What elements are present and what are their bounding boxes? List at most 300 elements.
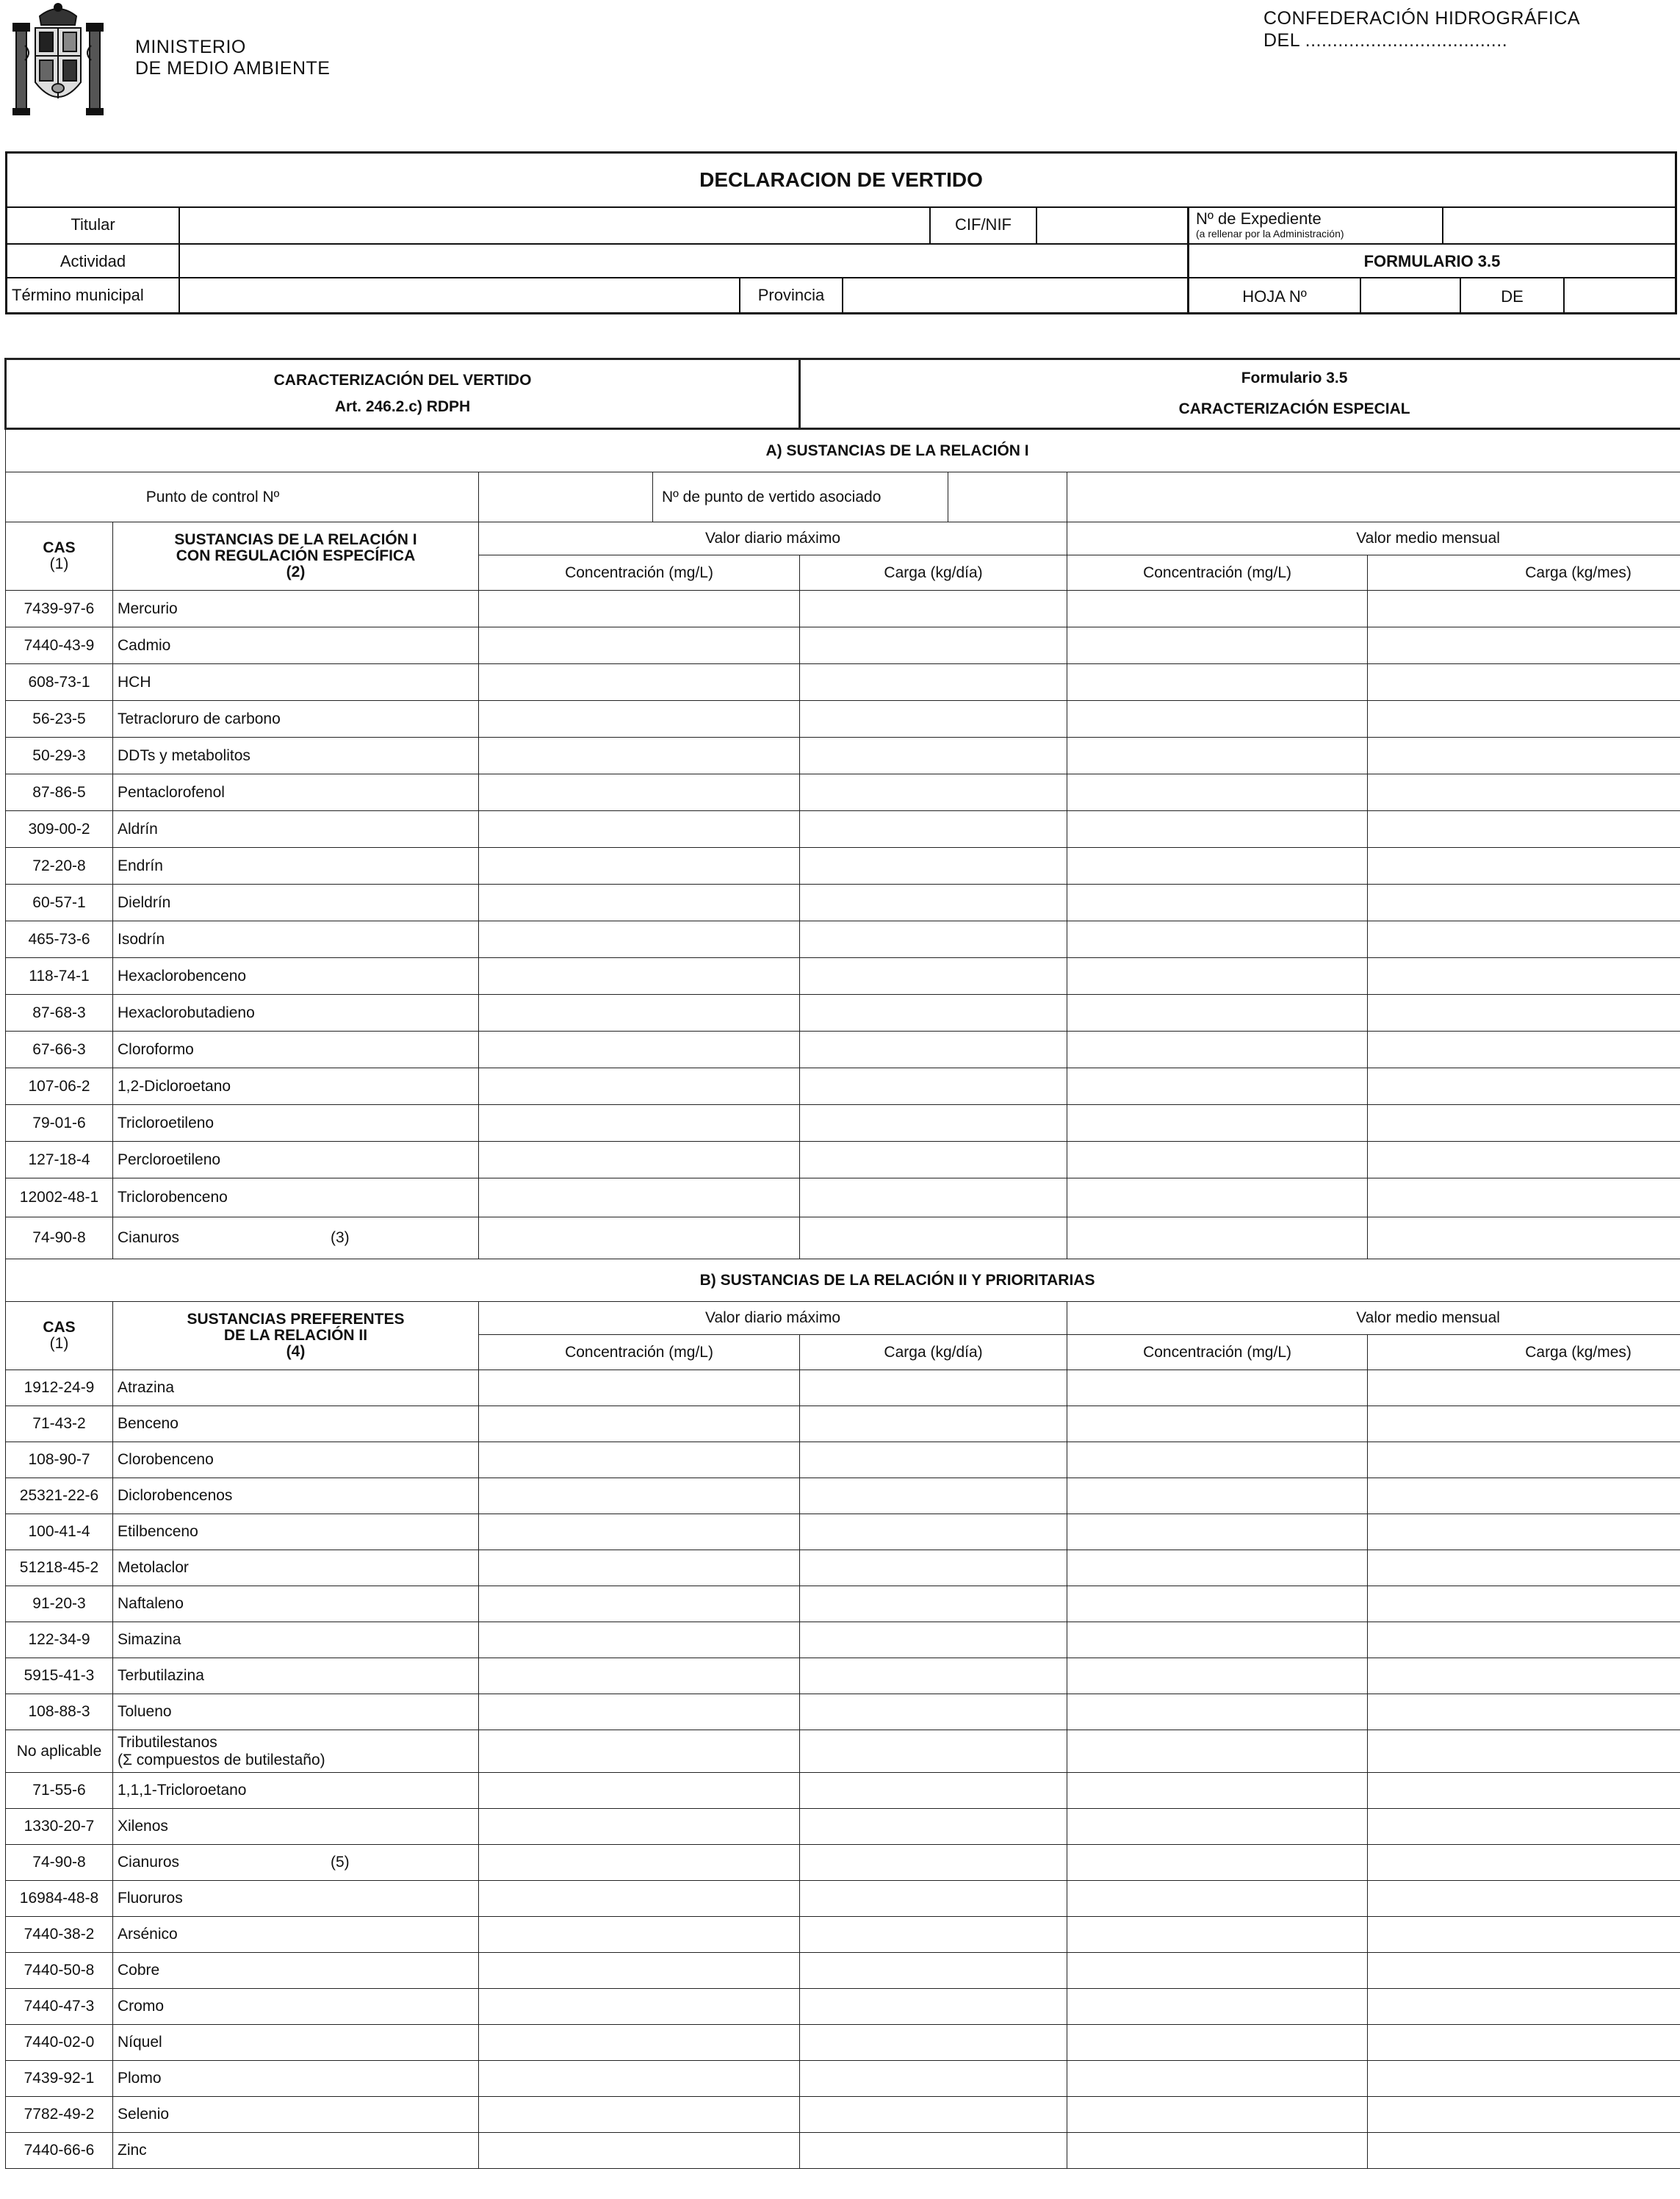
cas-number: 7440-50-8 (6, 1953, 113, 1989)
carga-dia-cell[interactable] (800, 774, 1067, 811)
conc-mensual-cell[interactable] (1067, 848, 1368, 885)
titular-label: Titular (71, 215, 115, 234)
conc-mensual-cell[interactable] (1067, 664, 1368, 701)
substance-name (113, 1032, 479, 1068)
conc-diario-cell[interactable] (479, 1217, 800, 1259)
conc-mensual-cell[interactable] (1067, 591, 1368, 627)
termino-label: Término municipal (12, 286, 144, 304)
substance-name-text: Diclorobencenos (118, 1487, 233, 1504)
conc-mensual-cell[interactable] (1067, 1586, 1368, 1622)
substance-name (113, 1142, 479, 1178)
conc-mensual-cell[interactable] (1067, 1442, 1368, 1478)
table-row (6, 811, 1680, 848)
carga-dia-cell[interactable] (800, 1550, 1067, 1586)
cas-number: 72-20-8 (6, 848, 113, 885)
section-b-cas-label: CAS (43, 1319, 76, 1336)
punto-control-text: Punto de control Nº (145, 488, 280, 505)
substance-note: (3) (331, 1229, 350, 1246)
substance-name-text: Tricloroetileno (118, 1114, 214, 1131)
conc-diario-cell[interactable] (479, 921, 800, 958)
conc-diario-cell[interactable] (479, 1658, 800, 1694)
cas-number: 7439-92-1 (6, 2061, 113, 2097)
carga-dia-cell[interactable] (800, 885, 1067, 921)
substance-name-text: Cobre (118, 1962, 160, 1979)
conc-diario-cell[interactable] (479, 1953, 800, 1989)
cas-number: 107-06-2 (6, 1068, 113, 1105)
formulario-title-line-1: Formulario 3.5 (1241, 370, 1348, 386)
substance-name-text: Hexaclorobutadieno (118, 1004, 255, 1021)
substance-name-text: Zinc (118, 2142, 147, 2159)
conc-mensual-cell[interactable] (1067, 1142, 1368, 1178)
substance-name-text: Fluoruros (118, 1890, 183, 1907)
carga-dia-cell[interactable] (800, 701, 1067, 738)
conc-mensual-cell[interactable] (1067, 958, 1368, 995)
conc-diario-cell[interactable] (479, 1105, 800, 1142)
cas-number: 7440-38-2 (6, 1917, 113, 1953)
conc-mensual-cell[interactable] (1067, 1178, 1368, 1217)
carga-mes-cell[interactable] (1368, 1514, 1680, 1550)
substance-name (113, 774, 479, 811)
carga-mes-cell[interactable] (1368, 1953, 1680, 1989)
conc-diario-cell[interactable] (479, 811, 800, 848)
carga-mes-cell[interactable] (1368, 1730, 1680, 1773)
carga-dia-cell[interactable] (800, 1105, 1067, 1142)
carga-mes-cell[interactable] (1368, 1881, 1680, 1917)
carga-dia-cell[interactable] (800, 848, 1067, 885)
carga-dia-cell[interactable] (800, 1586, 1067, 1622)
carga-dia-cell[interactable] (800, 2133, 1067, 2169)
table-row (6, 1478, 1680, 1514)
provincia-label: Provincia (757, 286, 825, 304)
conc-diario-cell[interactable] (479, 2133, 800, 2169)
table-row (6, 1989, 1680, 2025)
section-a-conc-diario-header: Concentración (mg/L) (479, 555, 800, 591)
table-row (6, 1032, 1680, 1068)
formulario-label: FORMULARIO 3.5 (1363, 252, 1501, 270)
substance-name-text: Níquel (118, 2034, 162, 2051)
cas-number: 608-73-1 (6, 664, 113, 701)
substance-name (113, 2025, 479, 2061)
table-row (6, 1217, 1680, 1259)
expediente-label: Nº de Expediente (1196, 209, 1322, 228)
cif-nif-field[interactable] (1037, 208, 1186, 243)
substance-name (113, 701, 479, 738)
carga-dia-cell[interactable] (800, 1730, 1067, 1773)
conc-diario-cell[interactable] (479, 1730, 800, 1773)
table-row (6, 1809, 1680, 1845)
conc-diario-cell[interactable] (479, 2061, 800, 2097)
table-row (6, 2097, 1680, 2133)
conc-mensual-cell[interactable] (1067, 774, 1368, 811)
cas-number: 56-23-5 (6, 701, 113, 738)
conc-diario-cell[interactable] (479, 738, 800, 774)
cas-number: 50-29-3 (6, 738, 113, 774)
punto-vertido-field[interactable] (948, 472, 1067, 522)
table-row (6, 1442, 1680, 1478)
substance-name (113, 1845, 479, 1881)
carga-mes-cell[interactable] (1368, 1773, 1680, 1809)
carga-dia-cell[interactable] (800, 664, 1067, 701)
conc-mensual-cell[interactable] (1067, 738, 1368, 774)
carga-mes-cell[interactable] (1368, 1809, 1680, 1845)
substance-name-text: Naftaleno (118, 1595, 184, 1612)
table-row (6, 1953, 1680, 1989)
carga-mes-cell[interactable] (1368, 958, 1680, 995)
caracterizacion-title-line-1: CARACTERIZACIÓN DEL VERTIDO (273, 372, 532, 389)
section-b-cas-header (6, 1302, 113, 1370)
carga-dia-cell[interactable] (800, 1989, 1067, 2025)
table-row (6, 701, 1680, 738)
substance-name-text: Percloroetileno (118, 1151, 221, 1168)
substance-name-text: Xilenos (118, 1818, 168, 1835)
cas-number: 74-90-8 (6, 1217, 113, 1259)
carga-mes-cell[interactable] (1368, 701, 1680, 738)
conc-mensual-cell[interactable] (1067, 701, 1368, 738)
carga-dia-cell[interactable] (800, 1370, 1067, 1406)
carga-mes-cell[interactable] (1368, 1989, 1680, 2025)
conc-mensual-cell[interactable] (1067, 1730, 1368, 1773)
conc-diario-cell[interactable] (479, 848, 800, 885)
ministry-line-1: MINISTERIO (135, 37, 246, 57)
punto-row-blank (1067, 472, 1680, 522)
table-row (6, 995, 1680, 1032)
carga-dia-cell[interactable] (800, 811, 1067, 848)
table-row (6, 1845, 1680, 1881)
cas-number: 91-20-3 (6, 1586, 113, 1622)
carga-mes-cell[interactable] (1368, 1178, 1680, 1217)
substance-name (113, 1105, 479, 1142)
section-a-carga-dia-header: Carga (kg/día) (800, 555, 1067, 591)
carga-dia-cell[interactable] (800, 1178, 1067, 1217)
carga-dia-cell[interactable] (800, 1953, 1067, 1989)
substance-name-text: Cloroformo (118, 1040, 194, 1058)
substance-name (113, 627, 479, 664)
table-row (6, 1178, 1680, 1217)
table-row (6, 2133, 1680, 2169)
carga-mes-cell[interactable] (1368, 1370, 1680, 1406)
conc-diario-cell[interactable] (479, 1622, 800, 1658)
carga-dia-cell[interactable] (800, 1068, 1067, 1105)
table-row (6, 774, 1680, 811)
table-row (6, 2025, 1680, 2061)
substance-name (113, 1989, 479, 2025)
table-row (6, 885, 1680, 921)
conc-diario-cell[interactable] (479, 1845, 800, 1881)
carga-dia-cell[interactable] (800, 1622, 1067, 1658)
conc-mensual-cell[interactable] (1067, 1217, 1368, 1259)
conc-diario-cell[interactable] (479, 1370, 800, 1406)
table-row (6, 1622, 1680, 1658)
conc-mensual-cell[interactable] (1067, 1989, 1368, 2025)
carga-mes-cell[interactable] (1368, 627, 1680, 664)
conc-mensual-cell[interactable] (1067, 1550, 1368, 1586)
cas-number: 108-88-3 (6, 1694, 113, 1730)
substance-name-text: Tolueno (118, 1703, 172, 1720)
formulario-title-line-2: CARACTERIZACIÓN ESPECIAL (1178, 400, 1410, 417)
cas-number: 25321-22-6 (6, 1478, 113, 1514)
conc-mensual-cell[interactable] (1067, 627, 1368, 664)
section-b-valor-diario-header: Valor diario máximo (479, 1302, 1067, 1335)
carga-mes-cell[interactable] (1368, 2025, 1680, 2061)
section-a-cas-label: CAS (43, 539, 76, 556)
hoja-field[interactable] (1361, 278, 1460, 312)
table-row (6, 1142, 1680, 1178)
conc-mensual-cell[interactable] (1067, 1881, 1368, 1917)
carga-dia-cell[interactable] (800, 2025, 1067, 2061)
substance-name (113, 848, 479, 885)
table-row (6, 921, 1680, 958)
section-b-substance-line-2: DE LA RELACIÓN II (223, 1327, 368, 1344)
conc-diario-cell[interactable] (479, 1514, 800, 1550)
section-b-carga-mes-header: Carga (kg/mes) (1368, 1335, 1680, 1370)
conc-mensual-cell[interactable] (1067, 1406, 1368, 1442)
table-row (6, 1658, 1680, 1694)
conc-mensual-cell[interactable] (1067, 1658, 1368, 1694)
section-a-cas-note: (1) (49, 555, 69, 572)
carga-mes-cell[interactable] (1368, 1845, 1680, 1881)
carga-dia-cell[interactable] (800, 738, 1067, 774)
carga-dia-cell[interactable] (800, 1845, 1067, 1881)
table-row (6, 1068, 1680, 1105)
substance-name (113, 885, 479, 921)
conc-diario-cell[interactable] (479, 1809, 800, 1845)
substance-name (113, 1514, 479, 1550)
carga-mes-cell[interactable] (1368, 1917, 1680, 1953)
substance-name-text: Mercurio (118, 600, 178, 617)
table-row (6, 1881, 1680, 1917)
cas-number: 71-55-6 (6, 1773, 113, 1809)
carga-dia-cell[interactable] (800, 1217, 1067, 1259)
cas-number: 118-74-1 (6, 958, 113, 995)
conc-mensual-cell[interactable] (1067, 885, 1368, 921)
conc-mensual-cell[interactable] (1067, 1917, 1368, 1953)
carga-mes-cell[interactable] (1368, 1217, 1680, 1259)
conc-mensual-cell[interactable] (1067, 1694, 1368, 1730)
carga-mes-cell[interactable] (1368, 1622, 1680, 1658)
carga-mes-cell[interactable] (1368, 885, 1680, 921)
conc-diario-cell[interactable] (479, 1989, 800, 2025)
substance-name (113, 995, 479, 1032)
conc-mensual-cell[interactable] (1067, 811, 1368, 848)
punto-control-field[interactable] (479, 472, 653, 522)
carga-dia-cell[interactable] (800, 2061, 1067, 2097)
carga-dia-cell[interactable] (800, 1142, 1067, 1178)
substance-name-text: Aldrín (118, 820, 158, 838)
table-row (6, 664, 1680, 701)
substance-name (113, 1917, 479, 1953)
conc-mensual-cell[interactable] (1067, 1370, 1368, 1406)
substance-name-text: Triclorobenceno (118, 1189, 228, 1206)
substance-name-text: Benceno (118, 1415, 179, 1432)
carga-mes-cell[interactable] (1368, 591, 1680, 627)
conc-mensual-cell[interactable] (1067, 1032, 1368, 1068)
carga-mes-cell[interactable] (1368, 995, 1680, 1032)
substance-name-text: Atrazina (118, 1379, 175, 1396)
substance-name-text: Plomo (118, 2070, 162, 2087)
conc-mensual-cell[interactable] (1067, 921, 1368, 958)
substance-name-text: Cadmio (118, 636, 171, 654)
provincia-field[interactable] (843, 278, 1186, 312)
table-row (6, 1105, 1680, 1142)
carga-mes-cell[interactable] (1368, 1694, 1680, 1730)
conc-diario-cell[interactable] (479, 1478, 800, 1514)
carga-dia-cell[interactable] (800, 1809, 1067, 1845)
carga-dia-cell[interactable] (800, 995, 1067, 1032)
conc-mensual-cell[interactable] (1067, 1809, 1368, 1845)
conc-diario-cell[interactable] (479, 1550, 800, 1586)
conc-diario-cell[interactable] (479, 774, 800, 811)
carga-mes-cell[interactable] (1368, 848, 1680, 885)
table-row (6, 1406, 1680, 1442)
carga-mes-cell[interactable] (1368, 1406, 1680, 1442)
cas-number: 74-90-8 (6, 1845, 113, 1881)
actividad-field[interactable] (181, 245, 1186, 277)
conc-diario-cell[interactable] (479, 885, 800, 921)
carga-mes-cell[interactable] (1368, 738, 1680, 774)
carga-mes-cell[interactable] (1368, 1105, 1680, 1142)
caracterizacion-title (6, 359, 800, 429)
conc-mensual-cell[interactable] (1067, 1068, 1368, 1105)
carga-mes-cell[interactable] (1368, 1068, 1680, 1105)
substance-name (113, 2097, 479, 2133)
carga-dia-cell[interactable] (800, 1442, 1067, 1478)
carga-dia-cell[interactable] (800, 1406, 1067, 1442)
table-row (6, 1586, 1680, 1622)
cas-number: 7440-47-3 (6, 1989, 113, 2025)
conc-diario-cell[interactable] (479, 701, 800, 738)
cas-number: 60-57-1 (6, 885, 113, 921)
substance-name (113, 1809, 479, 1845)
carga-mes-cell[interactable] (1368, 1142, 1680, 1178)
caracterizacion-title-line-2: Art. 246.2.c) RDPH (334, 398, 471, 415)
cas-number: 7440-43-9 (6, 627, 113, 664)
conc-diario-cell[interactable] (479, 664, 800, 701)
conc-mensual-cell[interactable] (1067, 1953, 1368, 1989)
conc-mensual-cell[interactable] (1067, 995, 1368, 1032)
carga-mes-cell[interactable] (1368, 811, 1680, 848)
carga-mes-cell[interactable] (1368, 921, 1680, 958)
conc-diario-cell[interactable] (479, 995, 800, 1032)
conc-diario-cell[interactable] (479, 1917, 800, 1953)
substance-name-text: Cromo (118, 1998, 165, 2015)
cas-number: 100-41-4 (6, 1514, 113, 1550)
section-b-substance-line-1: SUSTANCIAS PREFERENTES (187, 1311, 405, 1328)
conc-mensual-cell[interactable] (1067, 2061, 1368, 2097)
carga-dia-cell[interactable] (800, 2097, 1067, 2133)
conc-diario-cell[interactable] (479, 1068, 800, 1105)
substance-name-text: 1,1,1-Tricloroetano (118, 1782, 247, 1799)
ministry-line-2: DE MEDIO AMBIENTE (135, 58, 331, 79)
substance-name (113, 1586, 479, 1622)
conc-diario-cell[interactable] (479, 1694, 800, 1730)
table-row (6, 1694, 1680, 1730)
table-row (6, 1730, 1680, 1773)
carga-mes-cell[interactable] (1368, 1550, 1680, 1586)
conc-mensual-cell[interactable] (1067, 1105, 1368, 1142)
substance-name (113, 738, 479, 774)
conc-diario-cell[interactable] (479, 1142, 800, 1178)
carga-mes-cell[interactable] (1368, 1032, 1680, 1068)
conc-mensual-cell[interactable] (1067, 1622, 1368, 1658)
section-a-substance-note: (2) (286, 564, 306, 580)
conc-mensual-cell[interactable] (1067, 1845, 1368, 1881)
conc-diario-cell[interactable] (479, 1178, 800, 1217)
substance-name (113, 591, 479, 627)
carga-dia-cell[interactable] (800, 1514, 1067, 1550)
carga-mes-cell[interactable] (1368, 1658, 1680, 1694)
conc-mensual-cell[interactable] (1067, 1773, 1368, 1809)
carga-dia-cell[interactable] (800, 1773, 1067, 1809)
conc-diario-cell[interactable] (479, 958, 800, 995)
conc-mensual-cell[interactable] (1067, 2133, 1368, 2169)
conc-mensual-cell[interactable] (1067, 1478, 1368, 1514)
conc-diario-cell[interactable] (479, 1773, 800, 1809)
carga-mes-cell[interactable] (1368, 1442, 1680, 1478)
conc-diario-cell[interactable] (479, 2025, 800, 2061)
conc-diario-cell[interactable] (479, 1586, 800, 1622)
substance-name-text: DDTs y metabolitos (118, 746, 250, 764)
substance-name-text: Simazina (118, 1631, 181, 1648)
carga-mes-cell[interactable] (1368, 2097, 1680, 2133)
conc-diario-cell[interactable] (479, 1032, 800, 1068)
substance-name-text: Arsénico (118, 1926, 178, 1943)
conc-mensual-cell[interactable] (1067, 2097, 1368, 2133)
carga-dia-cell[interactable] (800, 627, 1067, 664)
substance-name-text: Cianuros (118, 1229, 180, 1246)
section-b-conc-mensual-header: Concentración (mg/L) (1067, 1335, 1368, 1370)
substance-name-text: Isodrín (118, 930, 165, 948)
carga-dia-cell[interactable] (800, 958, 1067, 995)
carga-dia-cell[interactable] (800, 1478, 1067, 1514)
carga-dia-cell[interactable] (800, 1658, 1067, 1694)
carga-mes-cell[interactable] (1368, 2061, 1680, 2097)
conc-diario-cell[interactable] (479, 591, 800, 627)
carga-dia-cell[interactable] (800, 1032, 1067, 1068)
carga-dia-cell[interactable] (800, 921, 1067, 958)
carga-mes-cell[interactable] (1368, 1478, 1680, 1514)
carga-dia-cell[interactable] (800, 1917, 1067, 1953)
carga-mes-cell[interactable] (1368, 2133, 1680, 2169)
conc-diario-cell[interactable] (479, 627, 800, 664)
substance-note: (5) (331, 1854, 350, 1871)
carga-dia-cell[interactable] (800, 591, 1067, 627)
expediente-field[interactable] (1443, 208, 1675, 243)
conc-diario-cell[interactable] (479, 1442, 800, 1478)
conc-diario-cell[interactable] (479, 1406, 800, 1442)
cas-number: 79-01-6 (6, 1105, 113, 1142)
conc-mensual-cell[interactable] (1067, 1514, 1368, 1550)
substance-name (113, 958, 479, 995)
termino-field[interactable] (181, 278, 738, 312)
carga-mes-cell[interactable] (1368, 1586, 1680, 1622)
substance-name-text: Pentaclorofenol (118, 783, 225, 801)
carga-dia-cell[interactable] (800, 1694, 1067, 1730)
conc-mensual-cell[interactable] (1067, 2025, 1368, 2061)
section-a-valor-medio-header: Valor medio mensual (1067, 522, 1680, 555)
carga-mes-cell[interactable] (1368, 664, 1680, 701)
carga-mes-cell[interactable] (1368, 774, 1680, 811)
cas-number: 108-90-7 (6, 1442, 113, 1478)
substance-name-text: Etilbenceno (118, 1523, 198, 1540)
carga-dia-cell[interactable] (800, 1881, 1067, 1917)
de-field[interactable] (1565, 278, 1675, 312)
titular-field[interactable] (181, 208, 929, 243)
section-a-valor-diario-header: Valor diario máximo (479, 522, 1067, 555)
substance-name (113, 1217, 479, 1259)
substance-name (113, 1694, 479, 1730)
conc-diario-cell[interactable] (479, 2097, 800, 2133)
conc-diario-cell[interactable] (479, 1881, 800, 1917)
